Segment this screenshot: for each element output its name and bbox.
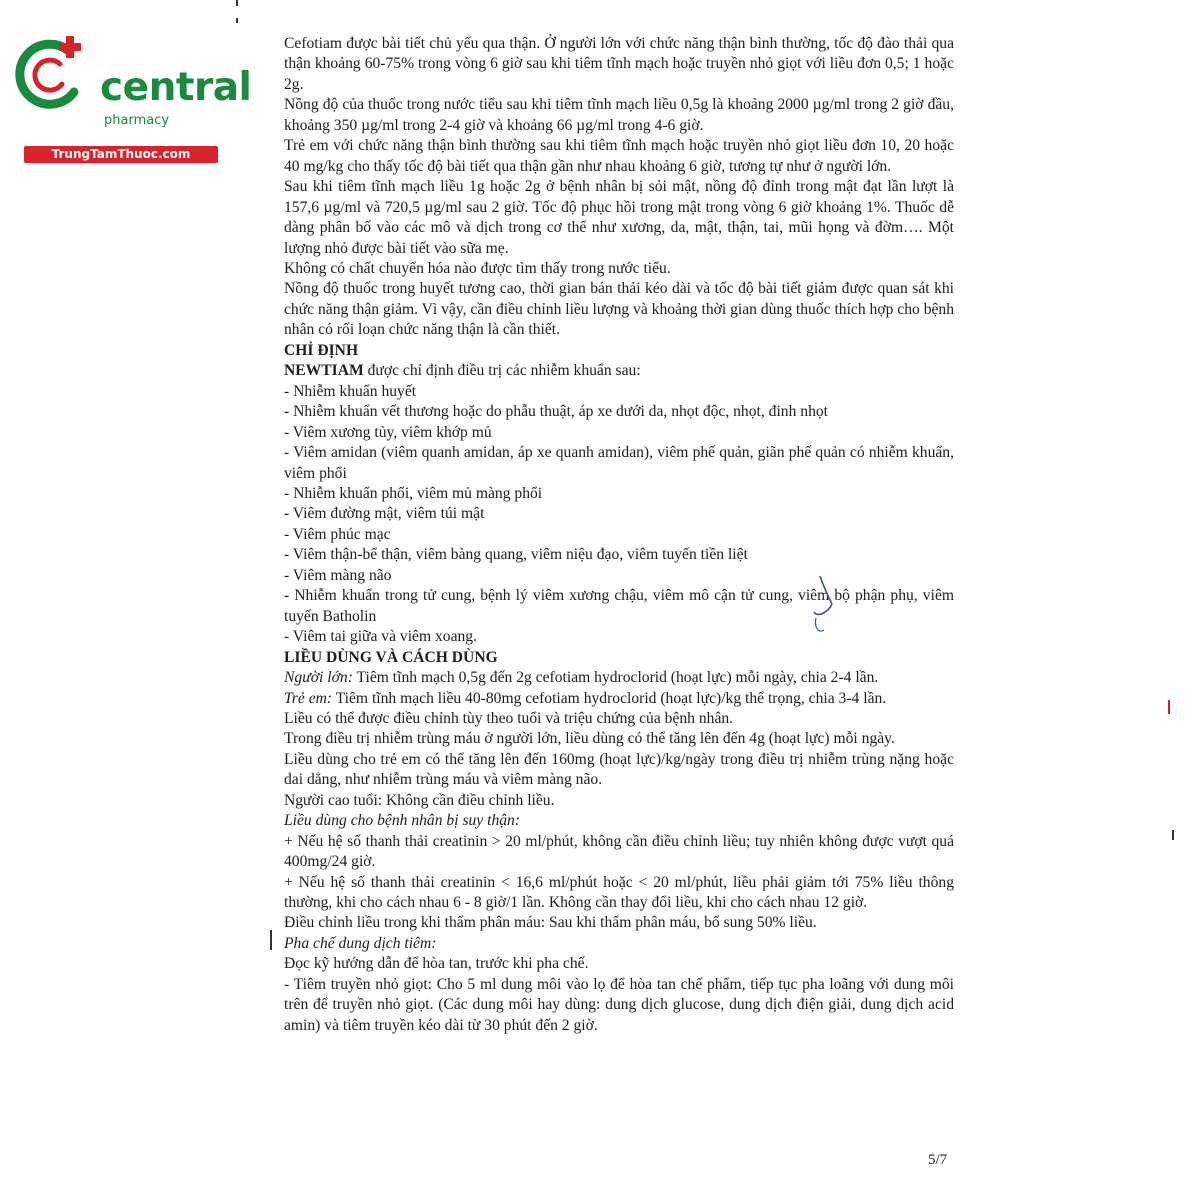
indications-intro <box>284 361 954 381</box>
adult-label: Người lớn: <box>284 669 353 687</box>
paragraph: Liều dùng cho trẻ em có thể tăng lên đến 160mg (hoạt lực)/kg/ngày trong điều trị nhiễm trùng nặng hoặc dai dẳng, như nhiễm trùng máu và viêm màng não. <box>284 750 954 789</box>
indications-intro-text: được chỉ định điều trị các nhiễm khuẩn sau: <box>363 362 641 380</box>
paragraph: + Nếu hệ số thanh thải creatinin < 16,6 ml/phút hoặc < 20 ml/phút, liều phải giảm tới 75% liều thông thường, khi cho cách nhau 6 - 8 giờ/1 lần. Không cần thay đổi liều, khi cho cách nhau 12 giờ. <box>284 873 954 912</box>
scan-mark <box>236 18 238 23</box>
list-item: - Viêm xương tủy, viêm khớp mủ <box>284 423 492 441</box>
page-number: 5/7 <box>928 1152 948 1168</box>
paragraph: Không có chất chuyển hóa nào được tìm thấy trong nước tiểu. <box>284 259 671 277</box>
paragraph: - Tiêm truyền nhỏ giọt: Cho 5 ml dung môi vào lọ để hòa tan chế phẩm, tiếp tục pha loãng với dung môi trên để truyền nhỏ giọt. (Các dung môi hay dùng: dung dịch glucose, dung dịch điện giải, dung dịch acid amin) và tiêm truyền kéo dài từ 30 phút đến 2 giờ. <box>284 975 954 1034</box>
prep-subheading: Pha chế dung dịch tiêm: <box>284 934 437 952</box>
paragraph: Sau khi tiêm tĩnh mạch liều 1g hoặc 2g ở bệnh nhân bị sỏi mật, nồng độ đỉnh trong mật đạt lần lượt là 157,6 µg/ml và 720,5 µg/ml sau 2 giờ. Tốc độ phục hồi trong mật trong vòng 6 giờ khoảng 1%. Thuốc dễ dàng phân bố vào các mô và dịch trong cơ thể như xương, da, mật, thận, tai, mũi họng và đờm…. Một lượng nhỏ được bài tiết vào sữa mẹ. <box>284 178 954 257</box>
handwritten-check-icon <box>810 568 850 638</box>
paragraph: Điều chỉnh liều trong khi thẩm phân máu: Sau khi thẩm phân máu, bổ sung 50% liều. <box>284 914 817 932</box>
logo-wordmark: central <box>100 65 252 110</box>
paragraph: Đọc kỹ hướng dẫn để hòa tan, trước khi pha chế. <box>284 955 589 973</box>
paragraph: Nồng độ của thuốc trong nước tiểu sau khi tiêm tĩnh mạch liều 0,5g là khoảng 2000 µg/ml trong 2 giờ đầu, khoảng 350 µg/ml trong 2-4 giờ và khoảng 66 µg/ml trong 4-6 giờ. <box>284 96 954 134</box>
paragraph: Nồng độ thuốc trong huyết tương cao, thời gian bán thải kéo dài và tốc độ bài tiết giảm được quan sát khi chức năng thận giảm. Vì vậy, cần điều chỉnh liều lượng và khoảng thời gian dùng thuốc thích hợp cho bệnh nhân có rối loạn chức năng thận là cần thiết. <box>284 280 955 339</box>
paragraph: + Nếu hệ số thanh thải creatinin > 20 ml/phút, không cần điều chỉnh liều; tuy nhiên không được vượt quá 400mg/24 giờ. <box>284 832 954 871</box>
list-item: - Nhiễm khuẩn trong tử cung, bệnh lý viêm xương chậu, viêm mô cận tử cung, viêm bộ phận phụ, viêm tuyến Batholin <box>284 587 954 625</box>
renal-subheading: Liều dùng cho bệnh nhân bị suy thận: <box>284 812 521 830</box>
paragraph: Trong điều trị nhiễm trùng máu ở người lớn, liều dùng có thể tăng lên đến 4g (hoạt lực) mỗi ngày. <box>284 730 895 748</box>
list-item: - Viêm phúc mạc <box>284 525 391 543</box>
paragraph: Liều có thể được điều chỉnh tùy theo tuổi và triệu chứng của bệnh nhân. <box>284 709 734 727</box>
dosage-adult <box>284 668 954 688</box>
list-item: - Nhiễm khuẩn vết thương hoặc do phẫu thuật, áp xe dưới da, nhọt độc, nhọt, đinh nhọt <box>284 403 828 421</box>
paragraph: Trẻ em với chức năng thận bình thường sau khi tiêm tĩnh mạch hoặc truyền nhỏ giọt liều đơn 10, 20 hoặc 40 mg/kg cho thấy tốc độ bài tiết qua thận gần như nhau khoảng 6 giờ, tương tự như ở người lớn. <box>284 137 954 175</box>
logo-subtitle: pharmacy <box>104 113 170 128</box>
central-pharmacy-logo <box>8 30 252 161</box>
list-item: - Viêm thận-bể thận, viêm bàng quang, viêm niệu đạo, viêm tuyến tiền liệt <box>284 546 748 564</box>
logo-banner: TrungTamThuoc.com <box>24 146 218 163</box>
brand-name: NEWTIAM <box>284 362 364 380</box>
list-item: - Nhiễm khuẩn phổi, viêm mủ màng phổi <box>284 484 543 502</box>
section-heading-dosage: LIỀU DÙNG VÀ CÁCH DÙNG <box>284 648 498 666</box>
logo-mark-icon <box>8 30 98 120</box>
scan-mark <box>1172 830 1174 840</box>
section-heading-indications: CHỈ ĐỊNH <box>284 341 359 359</box>
list-item: - Viêm màng não <box>284 566 392 584</box>
child-label: Trẻ em: <box>284 689 333 707</box>
scan-mark <box>270 930 272 950</box>
child-text: Tiêm tĩnh mạch liều 40-80mg cefotiam hydroclorid (hoạt lực)/kg thể trọng, chia 3-4 lần. <box>332 689 887 707</box>
dosage-child <box>284 689 954 709</box>
paragraph: Cefotiam được bài tiết chủ yếu qua thận. Ở người lớn với chức năng thận bình thường, tốc độ đào thải qua thận khoảng 60-75% trong vòng 6 giờ sau khi tiêm tĩnh mạch hoặc truyền nhỏ giọt với liều đơn 0,5; 1 hoặc 2g. <box>284 35 954 93</box>
list-item: - Nhiễm khuẩn huyết <box>284 382 417 400</box>
scan-mark <box>1168 700 1170 714</box>
adult-text: Tiêm tĩnh mạch 0,5g đến 2g cefotiam hydroclorid (hoạt lực) mỗi ngày, chia 2-4 lần. <box>352 669 879 687</box>
paragraph: Người cao tuổi: Không cần điều chỉnh liều. <box>284 791 555 809</box>
list-item: - Viêm amidan (viêm quanh amidan, áp xe quanh amidan), viêm phế quản, giãn phế quản có nhiễm khuẩn, viêm phổi <box>284 444 954 482</box>
scan-mark <box>236 0 238 6</box>
document-body <box>284 34 954 1036</box>
list-item: - Viêm đường mật, viêm túi mật <box>284 505 485 523</box>
list-item: - Viêm tai giữa và viêm xoang. <box>284 628 478 646</box>
